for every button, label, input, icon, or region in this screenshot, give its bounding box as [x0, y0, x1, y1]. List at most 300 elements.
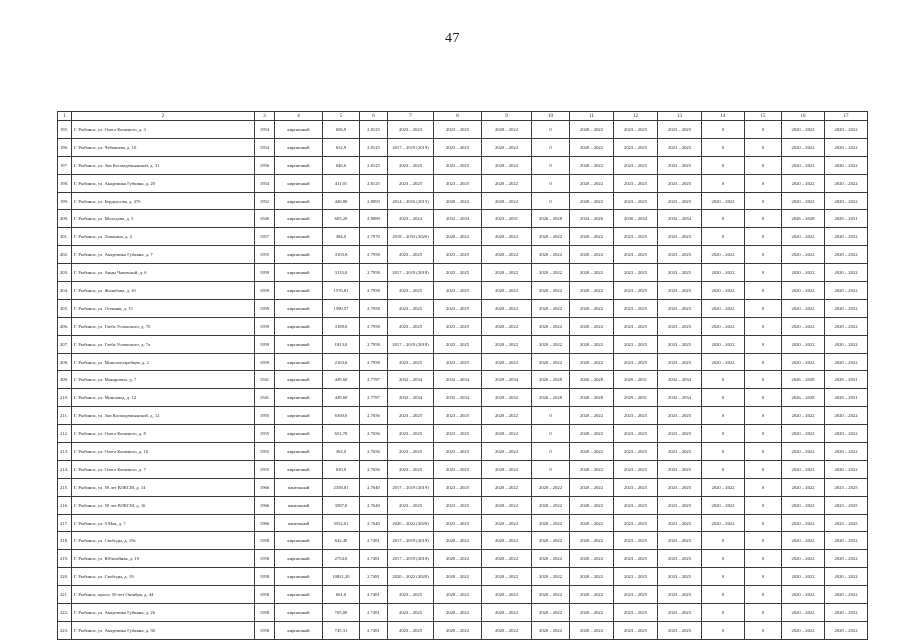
table-cell: 2023 – 2025: [658, 407, 702, 425]
buildings-table: [57, 111, 868, 640]
table-cell: 2020 – 2022: [702, 246, 745, 264]
table-cell: 2020 – 2022: [782, 550, 825, 568]
table-cell: 2020 – 2022: [825, 174, 868, 192]
table-cell: 2032 – 2034: [388, 389, 434, 407]
table-cell: 2020 – 2022: [532, 621, 570, 639]
table-cell: 2020 – 2022: [570, 138, 614, 156]
table-cell: 2023 – 2025: [434, 478, 482, 496]
table-cell: 2032 – 2034: [388, 371, 434, 389]
table-cell: 2020 – 2022: [782, 264, 825, 282]
table-cell: 2023 – 2025: [658, 621, 702, 639]
table-cell: 209.: [58, 371, 72, 389]
table-cell: 2023 – 2025: [658, 138, 702, 156]
table-cell: 1958: [255, 568, 275, 586]
table-cell: 2029 – 2031: [825, 210, 868, 228]
table-cell: 2020 – 2022: [434, 532, 482, 550]
table-cell: 0: [532, 407, 570, 425]
table-body: [58, 112, 868, 640]
table-cell: 2.7787: [360, 389, 388, 407]
table-cell: 2026 – 2028: [532, 210, 570, 228]
table-cell: Г. Рыбинск, ул. Лошкина, д. 4: [72, 228, 255, 246]
table-cell: 206.: [58, 317, 72, 335]
table-cell: 1955: [255, 425, 275, 443]
table-cell: 3587,0: [323, 496, 360, 514]
table-cell: 2023 – 2025: [658, 353, 702, 371]
table-cell: 2020 – 2022: [482, 478, 532, 496]
table-cell: 2163,6: [323, 353, 360, 371]
table-cell: 2020 – 2022: [482, 514, 532, 532]
table-cell: 2.7481: [360, 604, 388, 622]
table-cell: 2023 – 2025: [388, 407, 434, 425]
table-cell: 2023 – 2025: [614, 478, 658, 496]
table-cell: 449,60: [323, 389, 360, 407]
table-cell: 1958: [255, 604, 275, 622]
table-cell: 2020 – 2022: [482, 335, 532, 353]
table-cell: 2020 – 2022: [570, 568, 614, 586]
table-cell: 2.7958: [360, 353, 388, 371]
table-cell: 2023 – 2025: [614, 228, 658, 246]
table-cell: 2032 – 2034: [658, 371, 702, 389]
table-cell: 2023 – 2025: [434, 174, 482, 192]
table-cell: 2.7656: [360, 443, 388, 461]
table-cell: 2020 – 2022: [482, 228, 532, 246]
table-cell: 1959: [255, 335, 275, 353]
column-number: 15: [745, 112, 782, 121]
table-cell: 2020 – 2022: [570, 246, 614, 264]
table-cell: 2023 – 2025: [434, 282, 482, 300]
table-cell: 2020 – 2022: [570, 514, 614, 532]
table-cell: 3135,0: [323, 264, 360, 282]
table-cell: 2023 – 2025: [658, 121, 702, 139]
table-cell: 2032 – 2034: [434, 210, 482, 228]
table-cell: 384,0: [323, 228, 360, 246]
table-cell: 2023 – 2025: [658, 282, 702, 300]
table-cell: 2020 – 2022: [825, 460, 868, 478]
table-cell: Г. Рыбинск, ул. Анны Чаковской, д. 6: [72, 264, 255, 282]
table-cell: кирпичный: [275, 282, 323, 300]
table-cell: 2023 – 2025: [388, 299, 434, 317]
table-cell: 0: [702, 389, 745, 407]
table-cell: 2032 – 2034: [658, 389, 702, 407]
table-cell: кирпичный: [275, 210, 323, 228]
table-cell: 411,01: [323, 174, 360, 192]
table-cell: 2020 – 2022: [482, 621, 532, 639]
table-cell: 2020 – 2022: [570, 264, 614, 282]
table-cell: 639,0: [323, 460, 360, 478]
table-cell: 0: [745, 568, 782, 586]
table-cell: 2023 – 2025: [434, 138, 482, 156]
table-cell: 2.8125: [360, 121, 388, 139]
table-cell: 2020 – 2022: [782, 156, 825, 174]
table-cell: 0: [532, 192, 570, 210]
table-cell: 2023 – 2025: [388, 621, 434, 639]
table-cell: кирпичный: [275, 174, 323, 192]
table-cell: 2020 – 2022: [825, 228, 868, 246]
table-cell: 2020 – 2022: [570, 586, 614, 604]
table-cell: 204.: [58, 282, 72, 300]
table-cell: 2023 – 2025: [614, 443, 658, 461]
table-cell: 2020 – 2022: [482, 299, 532, 317]
table-cell: 2023 – 2025: [614, 532, 658, 550]
table-cell: 1966: [255, 514, 275, 532]
table-cell: 2020 – 2022: [482, 604, 532, 622]
table-cell: 0: [745, 371, 782, 389]
table-cell: Г. Рыбинск, ул. Макаровых, д. 7: [72, 371, 255, 389]
table-cell: 2020 – 2022: [570, 604, 614, 622]
table-cell: 2020 – 2022: [825, 335, 868, 353]
table-row: [58, 478, 868, 496]
table-cell: 2020 – 2022: [434, 568, 482, 586]
table-cell: 2.8093: [360, 192, 388, 210]
table-cell: 2.7970: [360, 228, 388, 246]
table-row: [58, 496, 868, 514]
table-cell: 200.: [58, 210, 72, 228]
table-cell: 2032 – 2034: [434, 371, 482, 389]
column-number: 6: [360, 112, 388, 121]
table-cell: 2023 – 2025: [614, 317, 658, 335]
table-row: [58, 174, 868, 192]
table-cell: 1955: [255, 443, 275, 461]
table-cell: 2017 – 2019 (2018): [388, 335, 434, 353]
table-cell: 2020 – 2022: [570, 282, 614, 300]
table-cell: кирпичный: [275, 156, 323, 174]
table-cell: 2026 – 2028: [532, 389, 570, 407]
table-cell: 216.: [58, 496, 72, 514]
table-cell: 2023 – 2025: [658, 192, 702, 210]
table-cell: 2023 – 2025: [434, 443, 482, 461]
table-cell: 0: [745, 121, 782, 139]
table-cell: 2020 – 2022: [702, 478, 745, 496]
table-cell: 2023 – 2025: [614, 460, 658, 478]
table-cell: 2023 – 2025: [614, 496, 658, 514]
table-cell: 2020 – 2022: [482, 568, 532, 586]
table-cell: 2020 – 2022: [570, 496, 614, 514]
table-cell: 2020 – 2022: [570, 156, 614, 174]
table-cell: 0: [745, 317, 782, 335]
table-cell: 2023 – 2025: [658, 246, 702, 264]
table-cell: 1813,0: [323, 335, 360, 353]
table-cell: Г. Рыбинск, ул. Бердоусова, д. 47б: [72, 192, 255, 210]
table-cell: 2023 – 2031: [482, 210, 532, 228]
table-cell: 2020 – 2022: [570, 121, 614, 139]
table-cell: 3103,8: [323, 246, 360, 264]
table-cell: 2.7958: [360, 264, 388, 282]
table-cell: 2020 – 2022: [532, 496, 570, 514]
table-cell: 2020 – 2022: [782, 586, 825, 604]
table-cell: 2029 – 2031: [614, 389, 658, 407]
table-cell: 0: [745, 335, 782, 353]
table-cell: 2020 – 2022: [482, 174, 532, 192]
table-cell: 2023 – 2025: [614, 246, 658, 264]
table-cell: Г. Рыбинск, ул. Моноохотаребцев, д. 2: [72, 353, 255, 371]
table-cell: кирпичный: [275, 228, 323, 246]
table-cell: 2020 – 2022: [702, 335, 745, 353]
table-cell: 211.: [58, 407, 72, 425]
table-cell: 2018 – 2033 (2026): [388, 228, 434, 246]
column-number: 11: [570, 112, 614, 121]
table-cell: 632,9: [323, 138, 360, 156]
table-cell: 2017 – 2019 (2018): [388, 264, 434, 282]
table-cell: Г. Рыбинск, ул. Молодова, д. 5: [72, 210, 255, 228]
table-cell: 2020 – 2022: [825, 443, 868, 461]
table-cell: 1958: [255, 532, 275, 550]
table-cell: 2023 – 2025: [658, 550, 702, 568]
table-cell: 2020 – 2022: [482, 443, 532, 461]
table-cell: 2020 – 2022: [782, 174, 825, 192]
column-number: 5: [323, 112, 360, 121]
table-cell: 0: [532, 174, 570, 192]
table-cell: 2029 – 2031: [825, 371, 868, 389]
table-cell: 0: [745, 443, 782, 461]
table-cell: 2023 – 2025: [614, 335, 658, 353]
table-cell: 1941: [255, 371, 275, 389]
table-cell: кирпичный: [275, 335, 323, 353]
table-cell: 2029 – 2031: [614, 371, 658, 389]
table-cell: 1952: [255, 192, 275, 210]
table-cell: 2020 – 2022: [782, 568, 825, 586]
table-cell: 2020 – 2022: [532, 228, 570, 246]
table-cell: Г. Рыбинск, ул. 50 лет ВЛКСМ, д. 14: [72, 478, 255, 496]
table-cell: 2020 – 2022: [825, 317, 868, 335]
table-cell: кирпичный: [275, 568, 323, 586]
table-cell: 2020 – 2022: [482, 460, 532, 478]
table-cell: 2.7656: [360, 407, 388, 425]
table-cell: 2020 – 2022: [570, 621, 614, 639]
table-cell: 2017 – 2019 (2019): [388, 532, 434, 550]
table-cell: 2023 – 2025: [388, 246, 434, 264]
table-cell: 214.: [58, 460, 72, 478]
table-cell: 0: [745, 210, 782, 228]
column-number: 12: [614, 112, 658, 121]
table-cell: 2020 – 2022: [532, 550, 570, 568]
table-row: [58, 335, 868, 353]
table-row: [58, 586, 868, 604]
table-row: [58, 156, 868, 174]
table-cell: 2020 – 2022: [825, 407, 868, 425]
table-row: [58, 460, 868, 478]
table-cell: 2020 – 2022: [702, 514, 745, 532]
table-cell: 2014 – 2016 (2015): [388, 192, 434, 210]
table-cell: 2020 – 2022: [782, 514, 825, 532]
table-header-row: [58, 112, 868, 121]
table-cell: 2020 – 2022: [532, 299, 570, 317]
table-cell: 3188,0: [323, 317, 360, 335]
table-cell: 2.8125: [360, 138, 388, 156]
table-cell: Г. Рыбинск, ул. Академика Губкина, д. 30: [72, 621, 255, 639]
table-cell: 2023 – 2025: [434, 246, 482, 264]
table-cell: 2020 – 2022: [532, 478, 570, 496]
table-cell: 2020 – 2022: [532, 353, 570, 371]
table-cell: 2020 – 2022: [782, 299, 825, 317]
table-cell: кирпичный: [275, 371, 323, 389]
table-cell: 2023 – 2025: [388, 425, 434, 443]
table-cell: 2020 – 2022: [532, 335, 570, 353]
table-cell: 2020 – 2022: [825, 264, 868, 282]
table-cell: 0: [702, 228, 745, 246]
table-cell: 2026 – 2028: [532, 371, 570, 389]
table-cell: 2020 – 2022: [782, 228, 825, 246]
table-cell: 2020 – 2022: [570, 460, 614, 478]
table-cell: 195.: [58, 121, 72, 139]
table-cell: кирпичный: [275, 317, 323, 335]
table-cell: 0: [702, 550, 745, 568]
table-cell: 2020 – 2022: [825, 282, 868, 300]
table-cell: 2020 – 2022: [825, 568, 868, 586]
table-cell: 0: [702, 604, 745, 622]
table-cell: панельный: [275, 514, 323, 532]
table-cell: 2020 – 2022: [825, 192, 868, 210]
table-cell: 0: [702, 621, 745, 639]
table-cell: 2020 – 2022: [482, 550, 532, 568]
table-cell: 1959: [255, 299, 275, 317]
table-cell: 2020 – 2022: [702, 496, 745, 514]
table-cell: 1966: [255, 496, 275, 514]
table-cell: 0: [745, 282, 782, 300]
table-cell: 0: [745, 407, 782, 425]
table-cell: 2020 – 2022: [482, 264, 532, 282]
table-cell: 2020 – 2022: [782, 138, 825, 156]
table-cell: 1966: [255, 478, 275, 496]
table-cell: кирпичный: [275, 264, 323, 282]
table-cell: Г. Рыбинск, ул. Свободы, д. 19а: [72, 532, 255, 550]
table-cell: 2020 – 2022: [702, 264, 745, 282]
table-row: [58, 389, 868, 407]
table-cell: 202.: [58, 246, 72, 264]
table-cell: 0: [745, 460, 782, 478]
table-cell: 0: [702, 121, 745, 139]
table-cell: 2020 – 2022: [532, 586, 570, 604]
table-cell: 2023 – 2025: [388, 282, 434, 300]
table-cell: 0: [532, 138, 570, 156]
table-cell: Г. Рыбинск, ул. Олега Кошевого, д. 7: [72, 460, 255, 478]
table-cell: 2.7481: [360, 621, 388, 639]
table-cell: 0: [745, 138, 782, 156]
column-number: 14: [702, 112, 745, 121]
table-cell: 0: [702, 568, 745, 586]
table-cell: 2020 – 2022: [782, 353, 825, 371]
table-cell: 0: [745, 299, 782, 317]
table-cell: 2023 – 2025: [434, 353, 482, 371]
table-cell: 0: [745, 532, 782, 550]
table-cell: кирпичный: [275, 299, 323, 317]
table-cell: 2020 – 2022: [702, 317, 745, 335]
table-cell: 2023 – 2025: [658, 425, 702, 443]
table-cell: 2023 – 2025: [434, 514, 482, 532]
table-cell: 2020 – 2022: [482, 317, 532, 335]
table-cell: 2020 – 2022: [825, 246, 868, 264]
table-cell: 2020 – 2022: [434, 550, 482, 568]
table-cell: 2020 – 2022: [482, 425, 532, 443]
table-cell: 208.: [58, 353, 72, 371]
table-cell: 1954: [255, 174, 275, 192]
table-cell: 653,70: [323, 425, 360, 443]
table-cell: Г. Рыбинск, ул. Чебышева, д. 10: [72, 138, 255, 156]
table-cell: 2020 – 2022: [532, 604, 570, 622]
page-number: 47: [445, 31, 460, 46]
table-cell: 2020 – 2022: [482, 496, 532, 514]
table-cell: кирпичный: [275, 460, 323, 478]
table-cell: 2020 – 2022: [782, 621, 825, 639]
table-cell: 2.7640: [360, 514, 388, 532]
table-cell: 205.: [58, 299, 72, 317]
table-cell: 2020 – 2022: [570, 478, 614, 496]
table-cell: 656,9: [323, 121, 360, 139]
column-number: 9: [482, 112, 532, 121]
table-cell: 2020 – 2022: [482, 156, 532, 174]
table-cell: кирпичный: [275, 532, 323, 550]
table-cell: 745,31: [323, 621, 360, 639]
table-cell: Г. Рыбинск, ул. Зои Космодемьянской, д. 31: [72, 156, 255, 174]
table-cell: 646,6: [323, 156, 360, 174]
table-cell: 2020 – 2022: [570, 228, 614, 246]
table-cell: Г. Рыбинск, ул. Олега Кошевого, д. 3: [72, 121, 255, 139]
table-cell: 2.7640: [360, 478, 388, 496]
table-cell: 2020 – 2022: [782, 317, 825, 335]
table-row: [58, 299, 868, 317]
table-cell: 2023 – 2025: [388, 174, 434, 192]
table-cell: 2.7656: [360, 425, 388, 443]
table-cell: кирпичный: [275, 246, 323, 264]
table-cell: 2020 – 2022: [482, 353, 532, 371]
table-cell: 2020 – 2022: [782, 478, 825, 496]
table-cell: 2020 – 2022: [482, 121, 532, 139]
column-number: 2: [72, 112, 255, 121]
table-cell: 2020 – 2022: [532, 246, 570, 264]
table-cell: 0: [532, 460, 570, 478]
table-cell: Г. Рыбинск, ул. Юбилейная, д. 19: [72, 550, 255, 568]
table-cell: 0: [702, 407, 745, 425]
table-cell: 2026 – 2028: [570, 371, 614, 389]
table-cell: 2020 – 2022: [570, 353, 614, 371]
table-cell: 1956: [255, 156, 275, 174]
table-cell: 2020 – 2022: [570, 335, 614, 353]
table-cell: 1959: [255, 353, 275, 371]
table-cell: 0: [745, 496, 782, 514]
table-cell: 2023 – 2025: [388, 317, 434, 335]
table-cell: 449,60: [323, 371, 360, 389]
table-cell: 2.8125: [360, 156, 388, 174]
table-row: [58, 317, 868, 335]
table-cell: 2023 – 2025: [825, 496, 868, 514]
table-cell: 2020 – 2022: [434, 621, 482, 639]
table-cell: 2023 – 2025: [434, 121, 482, 139]
table-cell: 0: [702, 371, 745, 389]
table-cell: 0: [745, 425, 782, 443]
table-cell: 440,80: [323, 192, 360, 210]
table-cell: 0: [702, 138, 745, 156]
table-cell: Г. Рыбинск, ул. Свободы, д. 19: [72, 568, 255, 586]
table-cell: кирпичный: [275, 550, 323, 568]
table-cell: 2.7958: [360, 317, 388, 335]
table-cell: 2017 – 2019 (2018): [388, 550, 434, 568]
table-row: [58, 246, 868, 264]
table-cell: 2020 – 2022: [570, 407, 614, 425]
table-cell: Г. Рыбинск, ул. Олега Кошевого, д. 10: [72, 443, 255, 461]
table-cell: 223.: [58, 621, 72, 639]
table-cell: 0: [702, 460, 745, 478]
table-cell: 2020 – 2022: [782, 425, 825, 443]
table-cell: 2020 – 2022: [532, 532, 570, 550]
table-cell: 1958: [255, 550, 275, 568]
column-number: 3: [255, 112, 275, 121]
table-cell: 2020 – 2022: [434, 604, 482, 622]
column-number: 16: [782, 112, 825, 121]
table-cell: 220.: [58, 568, 72, 586]
table-cell: 0: [745, 389, 782, 407]
table-row: [58, 264, 868, 282]
table-cell: 0: [745, 514, 782, 532]
table-cell: 2020 – 2022: [482, 246, 532, 264]
